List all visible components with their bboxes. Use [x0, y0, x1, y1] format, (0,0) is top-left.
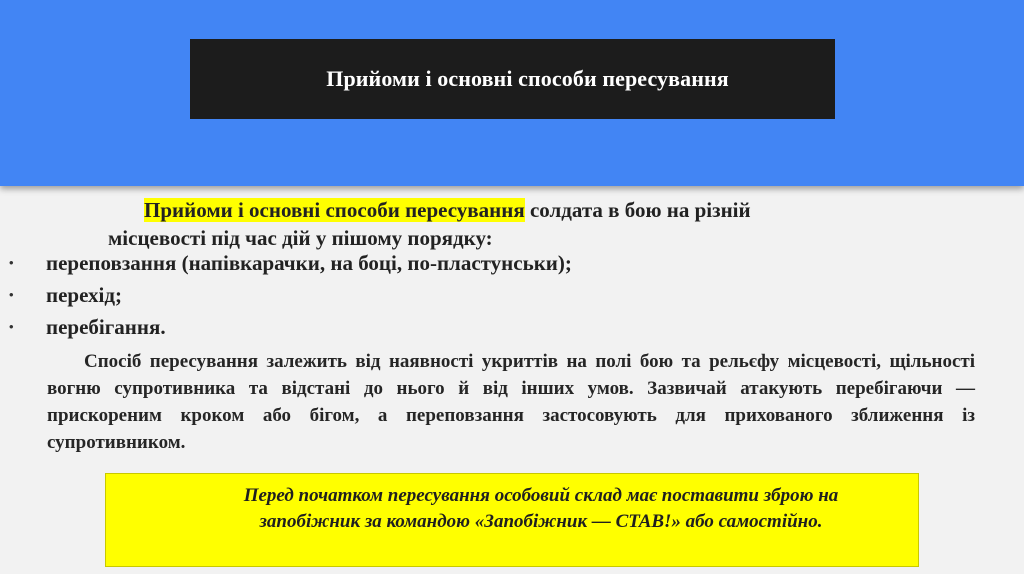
bullet-icon: •: [9, 319, 14, 334]
bullet-item: [0, 282, 572, 314]
intro-text: [108, 196, 928, 252]
bullet-list: [0, 250, 572, 346]
note-text: Перед початком пересування особовий склад має поставити зброю на запобіжник за командою «Запобіжник — СТАВ!» або самостійно.: [243, 485, 839, 532]
bullet-icon: •: [9, 255, 14, 270]
intro-line-1: [108, 196, 928, 224]
slide-title: Прийоми і основні способи пересування: [326, 66, 729, 91]
bullet-text: перебігання.: [46, 315, 166, 339]
header-band: [0, 0, 1024, 186]
bullet-text: переповзання (напівкарачки, на боці, по-пластунськи);: [46, 251, 572, 275]
bullet-item: [0, 314, 572, 346]
bullet-item: [0, 250, 572, 282]
body-paragraph: Спосіб пересування залежить від наявності укриттів на полі бою та рельєфу місцевості, щільності вогню супротивника та відстані до нього й від інших умов. Зазвичай атакують перебігаючи — прискореним кроком або бігом, а переповзання застосовують для прихованого зближення із супротивником.: [47, 351, 975, 453]
intro-line-2: місцевості під час дій у пішому порядку:: [108, 226, 493, 250]
intro-highlight: Прийоми і основні способи пересування: [144, 198, 525, 222]
bullet-icon: •: [9, 287, 14, 302]
title-box: [190, 39, 835, 119]
bullet-text: перехід;: [46, 283, 122, 307]
intro-rest: солдата в бою на різній: [524, 198, 751, 222]
note-box: [105, 473, 919, 567]
